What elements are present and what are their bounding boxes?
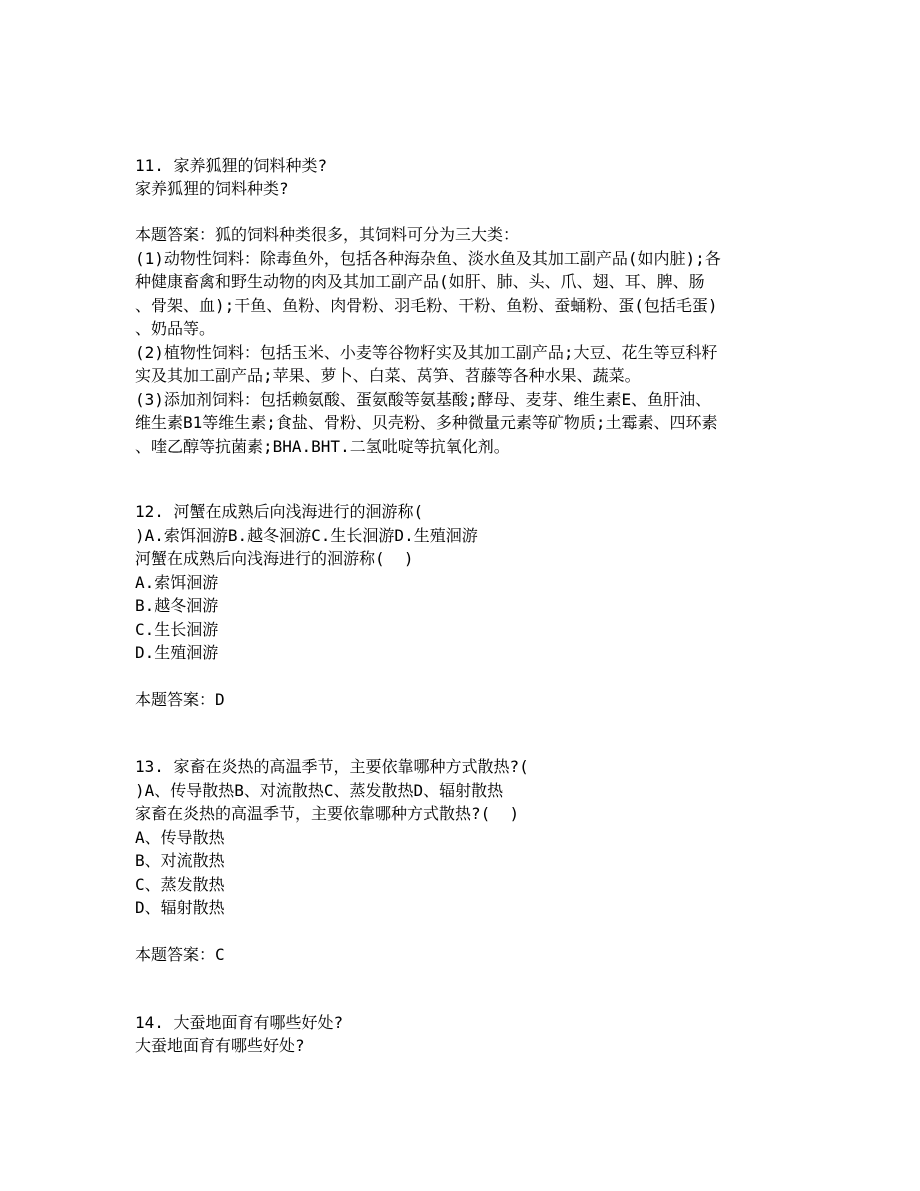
q11-answer-line: 实及其加工副产品;苹果、萝卜、白菜、莴笋、苕藤等各种水果、蔬菜。: [135, 366, 641, 385]
q11-answer-intro: 本题答案：狐的饲料种类很多，其饲料可分为三大类：: [135, 225, 520, 244]
q11-question: 家养狐狸的饲料种类?: [135, 179, 289, 198]
q13-answer: 本题答案：C: [135, 945, 225, 964]
q11-answer-line: 、奶品等。: [135, 319, 216, 338]
q14-question: 大蚕地面育有哪些好处?: [135, 1036, 305, 1055]
q12-option-b: B.越冬洄游: [135, 596, 219, 615]
q11-answer-line: 种健康畜禽和野生动物的肉及其加工副产品(如肝、肺、头、爪、翅、耳、脾、肠: [135, 272, 705, 291]
q11-answer-line: 、喹乙醇等抗菌素;BHA.BHT.二氢吡啶等抗氧化剂。: [135, 437, 510, 456]
q12-title-cont: )A.索饵洄游B.越冬洄游C.生长洄游D.生殖洄游: [135, 526, 478, 545]
q11-answer-line: (2)植物性饲料：包括玉米、小麦等谷物籽实及其加工副产品;大豆、花生等豆科籽: [135, 343, 718, 362]
q11-answer-line: 维生素B1等维生素;食盐、骨粉、贝壳粉、多种微量元素等矿物质;土霉素、四环素: [135, 413, 718, 432]
q12-title: 12. 河蟹在成熟后向浅海进行的洄游称(: [135, 502, 424, 521]
q14-title: 14. 大蚕地面育有哪些好处?: [135, 1013, 344, 1032]
q13-option-b: B、对流散热: [135, 851, 225, 870]
q11-answer-line: (1)动物性饲料：除毒鱼外，包括各种海杂鱼、淡水鱼及其加工副产品(如内脏);各: [135, 249, 721, 268]
q13-title: 13. 家畜在炎热的高温季节，主要依靠哪种方式散热?(: [135, 757, 529, 776]
q13-option-d: D、辐射散热: [135, 898, 225, 917]
q12-option-a: A.索饵洄游: [135, 573, 219, 592]
q12-question: 河蟹在成熟后向浅海进行的洄游称( ): [135, 549, 414, 568]
q13-option-a: A、传导散热: [135, 828, 225, 847]
q13-question: 家畜在炎热的高温季节，主要依靠哪种方式散热?( ): [135, 804, 520, 823]
q13-option-c: C、蒸发散热: [135, 875, 225, 894]
q13-title-cont: )A、传导散热B、对流散热C、蒸发散热D、辐射散热: [135, 781, 504, 800]
q12-answer: 本题答案：D: [135, 690, 225, 709]
q11-answer-line: 、骨架、血);干鱼、鱼粉、肉骨粉、羽毛粉、干粉、鱼粉、蚕蛹粉、蛋(包括毛蛋): [135, 296, 718, 315]
q12-option-d: D.生殖洄游: [135, 643, 219, 662]
q12-option-c: C.生长洄游: [135, 620, 219, 639]
q11-title: 11. 家养狐狸的饲料种类?: [135, 156, 328, 175]
q11-answer-line: (3)添加剂饲料：包括赖氨酸、蛋氨酸等氨基酸;酵母、麦芽、维生素E、鱼肝油、: [135, 390, 712, 409]
